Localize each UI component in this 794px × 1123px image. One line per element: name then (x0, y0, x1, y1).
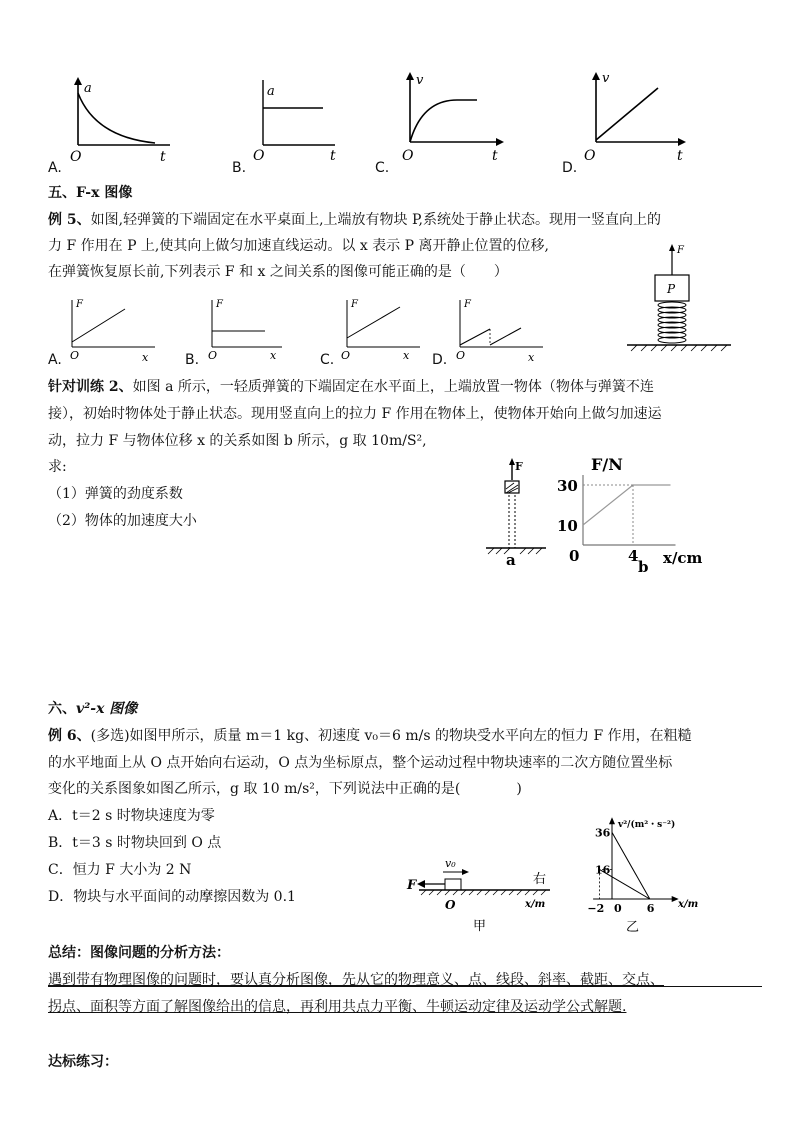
figure-caption: 甲 (473, 919, 487, 934)
section6-heading (48, 699, 137, 719)
y-axis-label: F (351, 299, 358, 310)
example6-label: 例 6、 (48, 728, 91, 744)
fx-option-d-label: D. (432, 352, 448, 368)
series-line-1 (612, 832, 650, 899)
example5-label: 例 5、 (48, 212, 91, 228)
example6-line2: 的水平地面上从 O 点开始向右运动，O 点为坐标原点，整个运动过程中物块速率的二次方随位置坐标 (48, 755, 673, 771)
x-tick-label: 4 (628, 547, 639, 565)
example5-text: 如图,轻弹簧的下端固定在水平桌面上,上端放有物块 P,系统处于静止状态。现用一竖直向上的 (90, 212, 662, 228)
origin-label: O (456, 349, 466, 362)
velocity-label: v₀ (445, 857, 456, 870)
x-axis-label: t (492, 148, 498, 164)
training2-line3: 动，拉力 F 与物体位移 x 的关系如图 b 所示，g 取 10m/S², (48, 433, 427, 449)
training2-q2: （2）物体的加速度大小 (48, 513, 197, 529)
y-axis-label: a (267, 84, 275, 99)
x-tick-label: 0 (614, 902, 622, 915)
chart-x-label: x/m (678, 899, 699, 910)
section6-prefix: 六、 (48, 701, 76, 717)
example6-text: (多选)如图甲所示，质量 m＝1 kg、初速度 v₀＝6 m/s 的物块受水平向左的恒力 F 作用，在粗糙 (90, 728, 692, 744)
origin-label: O (70, 149, 82, 165)
y-tick-label: 16 (595, 863, 611, 877)
chart-y-label: v²/(m²・s⁻²) (618, 820, 676, 830)
x-axis-label: x (528, 351, 535, 364)
figure-caption: b (638, 558, 649, 576)
practice-heading: 达标练习： (48, 1054, 118, 1070)
origin-label: O (584, 148, 596, 164)
y-axis-label: v (416, 73, 424, 88)
training2-text: 如图 a 所示，一轻质弹簧的下端固定在水平面上，上端放置一物体（物体与弹簧不连 (132, 379, 654, 395)
training2-line4: 求: (48, 459, 67, 475)
x-axis-label: x (403, 349, 410, 362)
example5-line2: 力 F 作用在 P 上,使其向上做匀加速直线运动。以 x 表示 P 离开静止位置的位移, (48, 238, 549, 254)
x-axis-label: x (142, 351, 149, 364)
block-label: P (667, 282, 676, 296)
figure-caption: 乙 (626, 920, 640, 935)
x-tick-label: 6 (646, 902, 655, 915)
training2-line2: 接），初始时物体处于静止状态。现用竖直向上的拉力 F 作用在物体上，使物体开始向上做匀加速运 (48, 406, 662, 422)
fx-graph-d (448, 295, 558, 365)
chart-y-label: F/N (591, 455, 623, 474)
axis-label: x/m (525, 899, 546, 910)
summary-title: 总结：图像问题的分析方法： (48, 945, 230, 961)
training2-line1 (48, 377, 654, 397)
figure-caption: a (506, 551, 516, 569)
option-d-label: D. (562, 160, 578, 176)
section5-heading: 五、F-x 图像 (48, 185, 133, 201)
x-axis-label: t (160, 149, 166, 165)
example6-line3: 变化的关系图象如图乙所示，g 取 10 m/s²，下列说法中正确的是( ) (48, 781, 522, 797)
summary-line2: 拐点、面积等方面了解图像给出的信息，再利用共点力平衡、牛顿运动定律及运动学公式解题. (48, 999, 627, 1015)
origin-tick-label: 0 (569, 547, 580, 565)
fx-graph-c (335, 295, 445, 365)
fx-graph-a (60, 295, 170, 365)
force-label: F (407, 878, 417, 893)
training2-q1: （1）弹簧的劲度系数 (48, 486, 183, 502)
spring-coil (658, 302, 686, 343)
origin-label: O (402, 148, 414, 164)
origin-label: O (70, 349, 80, 362)
example6-option-b: B．t＝3 s 时物块回到 O 点 (48, 835, 222, 851)
graph-c-saturate (392, 70, 512, 170)
block (445, 879, 461, 890)
x-axis-label: t (330, 148, 336, 164)
example5-line1 (48, 210, 661, 230)
x-axis-label: x (270, 349, 277, 362)
graph-b-constant (245, 75, 365, 175)
data-line (583, 485, 671, 525)
fx-option-c-label: C. (320, 352, 335, 368)
origin-label: O (253, 148, 265, 164)
option-c-label: C. (375, 160, 390, 176)
graph-d-linear (580, 70, 700, 170)
force-label: F (677, 245, 684, 256)
right-label: 右 (533, 872, 547, 887)
example6-option-a: A．t＝2 s 时物块速度为零 (48, 808, 215, 824)
y-axis-label: F (464, 299, 471, 310)
section6-title: v²-x 图像 (76, 701, 138, 717)
spring-block-figure (625, 243, 745, 358)
y-tick-label: 30 (557, 477, 578, 495)
x-axis-label: t (677, 148, 683, 164)
v2-x-chart (570, 815, 720, 935)
chart-x-label: x/cm (663, 549, 703, 567)
origin-label: O (445, 898, 456, 912)
fx-option-a-label: A. (48, 352, 62, 368)
summary-rule (48, 986, 762, 987)
x-tick-label: −2 (587, 902, 605, 915)
y-axis-label: v (602, 71, 610, 86)
figure-jia (405, 855, 560, 935)
y-axis-label: a (84, 81, 92, 96)
example5-line3: 在弹簧恢复原长前,下列表示 F 和 x 之间关系的图像可能正确的是（ ） (48, 264, 508, 280)
fx-option-b-label: B. (185, 352, 200, 368)
option-a-label: A. (48, 160, 62, 176)
y-tick-label: 36 (595, 826, 611, 840)
option-b-label: B. (232, 160, 247, 176)
fx-graph-b (200, 295, 310, 365)
y-tick-label: 10 (557, 517, 578, 535)
example6-line1 (48, 726, 692, 746)
fn-x-chart (545, 450, 715, 580)
y-axis-label: F (216, 299, 223, 310)
origin-label: O (208, 349, 218, 362)
summary-line1: 遇到带有物理图像的问题时，要认真分析图像，先从它的物理意义、点、线段、斜率、截距、交点、 (48, 972, 664, 988)
y-axis-label: F (76, 299, 83, 310)
origin-label: O (341, 349, 351, 362)
example6-option-c: C．恒力 F 大小为 2 N (48, 862, 192, 878)
y-axis-arrow (609, 817, 615, 824)
training2-figure-a (484, 455, 554, 575)
graph-a-decay (60, 75, 180, 175)
example6-option-d: D．物块与水平面间的动摩擦因数为 0.1 (48, 889, 296, 905)
training2-label: 针对训练 2、 (48, 379, 133, 395)
force-label: F (515, 460, 523, 473)
